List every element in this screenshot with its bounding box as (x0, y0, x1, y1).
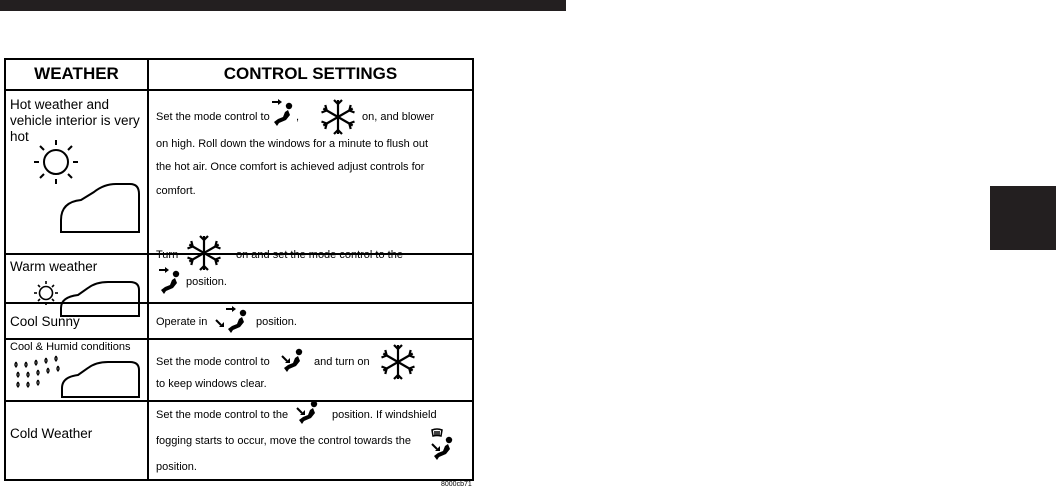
ac-snowflake-icon (318, 98, 358, 136)
row-divider (6, 338, 472, 340)
panel-mode-icon (159, 266, 181, 294)
climate-settings-table (4, 58, 474, 481)
weather-cold: Cold Weather (10, 426, 93, 441)
cool-sunny-step-1b: position. (256, 316, 297, 328)
cold-step-3: position. (156, 461, 197, 473)
small-sun-car-icon (26, 276, 141, 318)
sun-car-icon (26, 140, 141, 235)
row-divider (6, 400, 472, 402)
floor-mode-icon (297, 400, 319, 426)
warm-step-2: position. (186, 276, 227, 288)
hot-step-1a: Set the mode control to (156, 111, 270, 123)
warm-step-1b: on and set the mode control to the (236, 249, 403, 261)
weather-cool-humid: Cool & Humid conditions (10, 341, 131, 353)
floor-mode-icon (282, 348, 304, 374)
humid-step-1b: and turn on (314, 356, 370, 368)
hot-step-3: the hot air. Once comfort is achieved adjust controls for (156, 161, 425, 173)
hot-step-2: on high. Roll down the windows for a minute to flush out (156, 138, 429, 150)
header-bar (0, 0, 566, 11)
figure-id: 8000cb71 (441, 481, 472, 488)
column-divider (147, 60, 149, 479)
raindrops-car-icon (12, 356, 142, 398)
ac-snowflake-icon (378, 343, 418, 381)
humid-step-1a: Set the mode control to (156, 356, 270, 368)
weather-warm: Warm weather (10, 259, 98, 274)
weather-hot: Hot weather and vehicle interior is very hot (10, 97, 140, 144)
defrost-floor-mode-icon (424, 428, 460, 462)
cold-step-1a: Set the mode control to the (156, 409, 289, 421)
ac-snowflake-icon (184, 234, 224, 272)
hot-step-4: comfort. (156, 185, 196, 197)
cold-step-1b: position. If windshield (332, 409, 437, 421)
comma-text: , (296, 111, 300, 123)
warm-step-1a: Turn (156, 249, 179, 261)
cool-sunny-step-1a: Operate in (156, 316, 208, 328)
section-tab (990, 186, 1056, 250)
cold-step-2: fogging starts to occur, move the control towards the (156, 435, 411, 447)
weather-header: WEATHER (34, 64, 119, 83)
row-divider (6, 89, 472, 91)
humid-step-2: to keep windows clear. (156, 378, 267, 390)
hot-step-1c: on, and blower (362, 111, 435, 123)
bilevel-mode-icon (216, 305, 250, 333)
panel-mode-icon (272, 98, 294, 126)
weather-cool-sunny: Cool Sunny (10, 314, 80, 329)
control-settings-header: CONTROL SETTINGS (223, 64, 398, 83)
